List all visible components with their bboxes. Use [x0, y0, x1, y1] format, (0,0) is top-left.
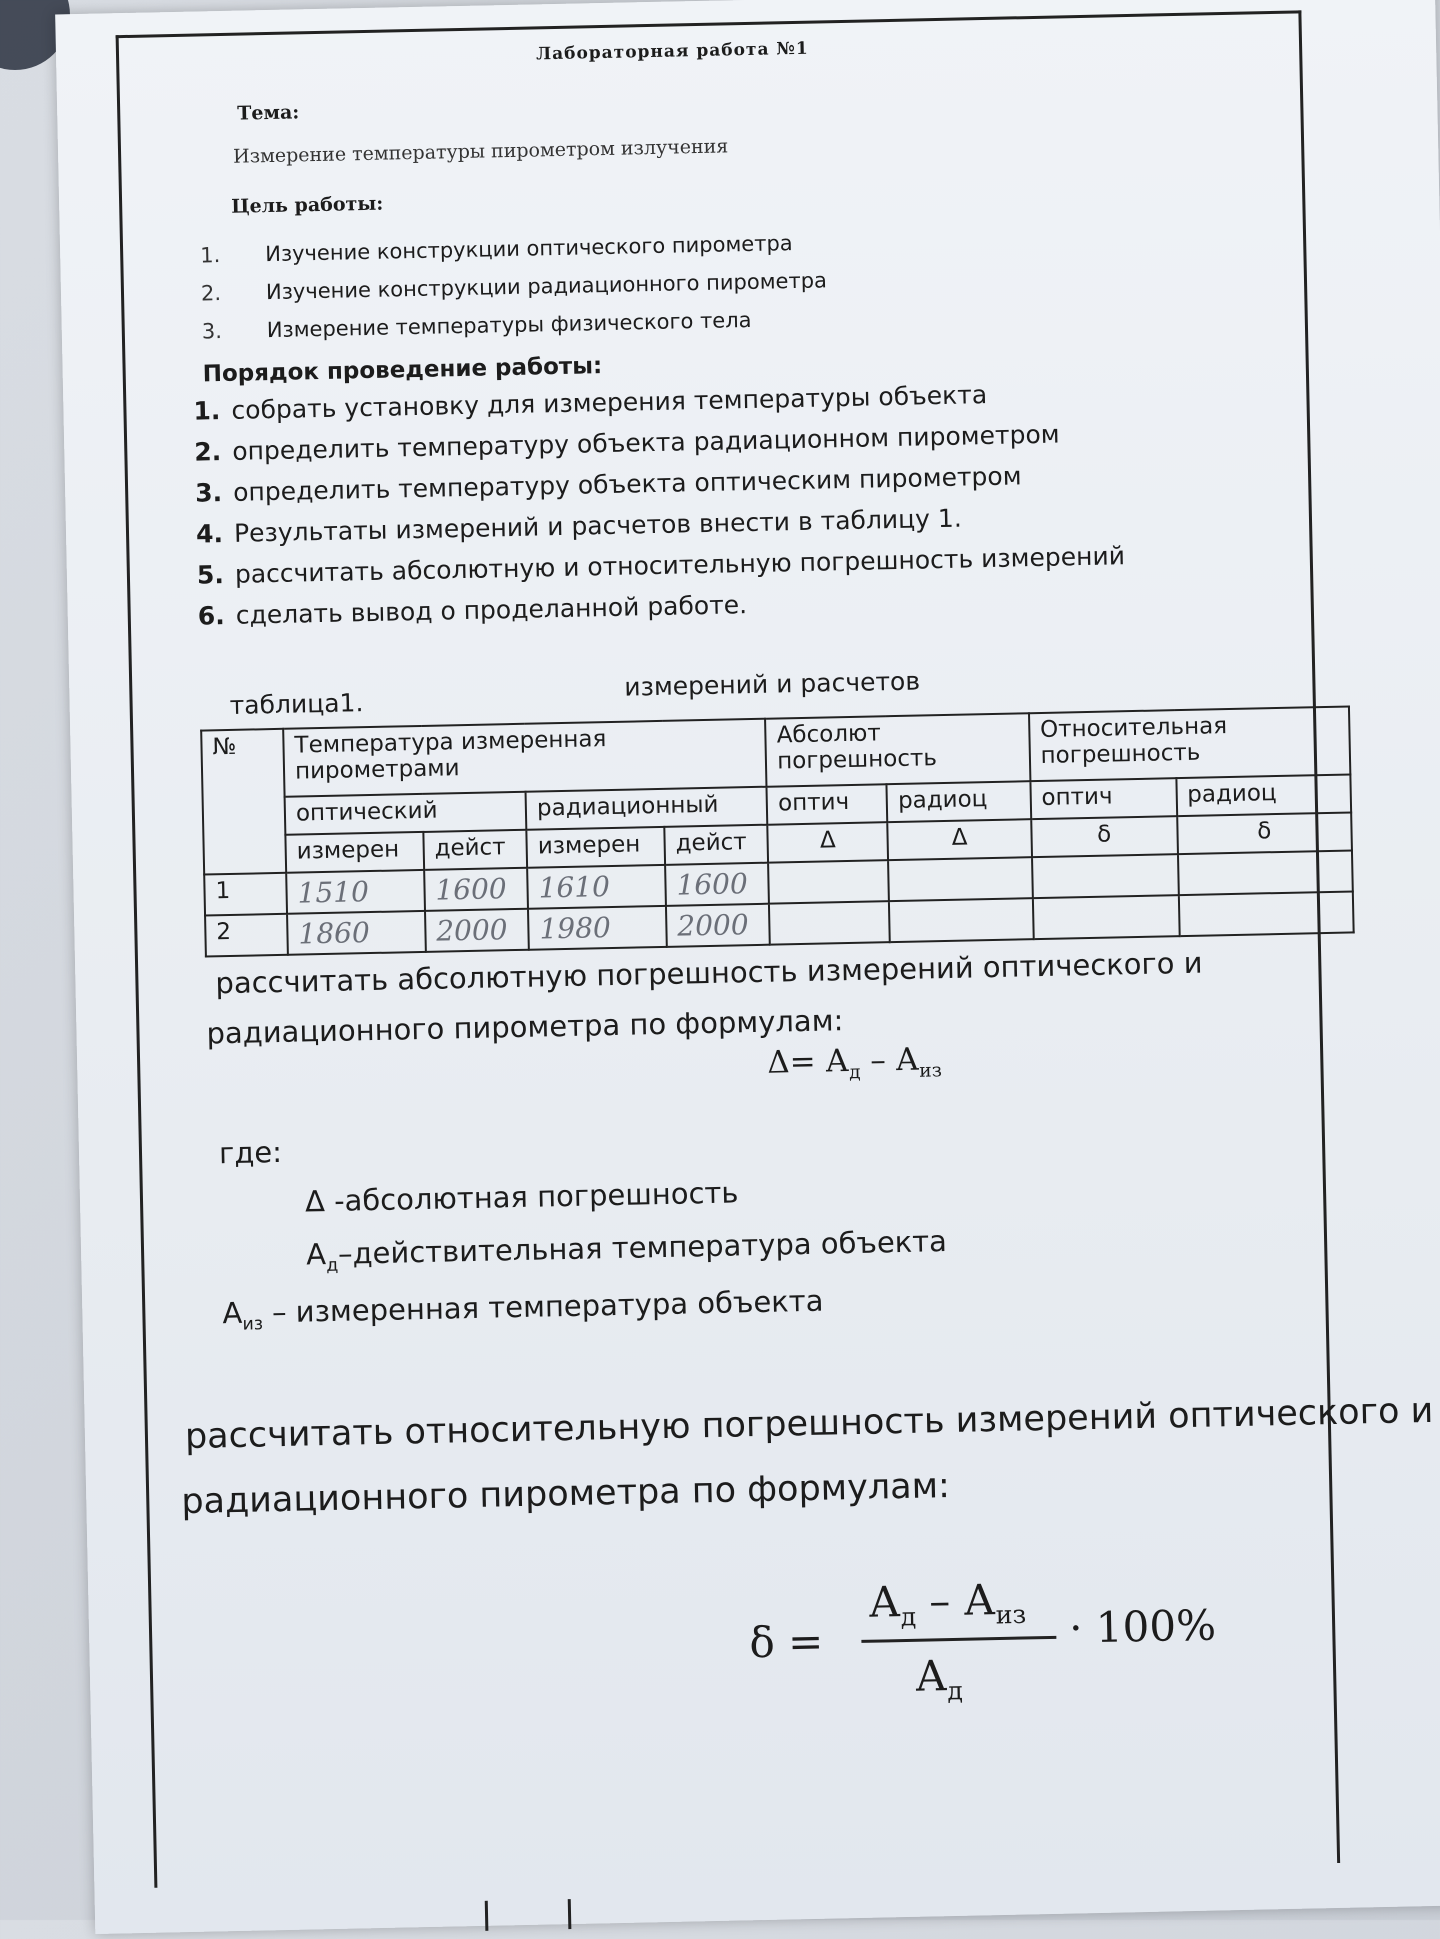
opt-measured-cell: 1860: [287, 911, 426, 955]
topic-text: Измерение температуры пирометром излучения: [232, 135, 729, 168]
step-num: 2.: [194, 437, 222, 467]
empty-cell: [1032, 854, 1179, 898]
header-opt-measured: измерен: [285, 832, 424, 873]
rel-formula-numerator: [868, 1574, 1026, 1632]
empty-cell: [1178, 891, 1353, 936]
def-ad-main: А: [305, 1237, 327, 1272]
rel-formula-denominator: [915, 1651, 963, 1706]
num-sub-a: д: [900, 1602, 917, 1632]
header-abs-radioc: радиоц: [887, 781, 1031, 822]
header-rad-measured: измерен: [526, 827, 665, 868]
den-a: А: [914, 1651, 948, 1701]
formula-sub: д: [848, 1062, 861, 1084]
header-temperature: Температура измеренная пирометрами: [283, 719, 767, 797]
empty-cell: [769, 901, 890, 945]
opt-actual-cell: 1600: [424, 868, 528, 911]
def-ad-sub: д: [326, 1255, 339, 1276]
header-rel-optich: оптич: [1030, 778, 1177, 819]
empty-cell: [888, 857, 1032, 901]
rel-formula-lhs: δ =: [748, 1616, 824, 1668]
header-radiation: радиационный: [526, 787, 768, 830]
step-text: рассчитать абсолютную и относительную погрешность измерений: [234, 541, 1126, 589]
abs-formula: [767, 1041, 942, 1085]
lab-title: Лабораторная работа №1: [535, 38, 809, 65]
def-aiz-main: А: [222, 1295, 243, 1331]
step-num: 3.: [194, 478, 223, 508]
def-ad-text: –действительная температура объекта: [337, 1224, 948, 1271]
order-label: Порядок проведение работы:: [202, 353, 603, 388]
goal-num: 3.: [201, 319, 223, 344]
header-rel-delta-rad: δ: [1177, 812, 1352, 854]
rad-measured-cell: 1610: [527, 865, 666, 909]
rad-actual-cell: 2000: [666, 904, 770, 947]
header-abs-optich: оптич: [767, 784, 888, 825]
goal-text: Измерение температуры физического тела: [266, 307, 752, 343]
rel-formula-rhs: · 100%: [1068, 1600, 1217, 1653]
where-label: где:: [218, 1134, 283, 1171]
rad-actual-cell: 1600: [665, 863, 769, 906]
table-caption-right: измерений и расчетов: [624, 666, 921, 702]
num-a: А: [868, 1577, 901, 1627]
document-sheet: [55, 0, 1440, 1934]
opt-actual-cell: 2000: [425, 909, 529, 952]
header-abs-delta-opt: Δ: [768, 822, 889, 863]
abs-text-line2: радиационного пирометра по формулам:: [206, 1003, 844, 1051]
den-sub: д: [946, 1676, 964, 1706]
step-text: Результаты измерений и расчетов внести в таблицу 1.: [233, 503, 963, 548]
table-caption-left: таблица1.: [229, 688, 364, 720]
row-no: 1: [204, 873, 287, 916]
measurement-table: [200, 705, 1355, 957]
step-num: 4.: [195, 519, 224, 549]
goal-num: 1.: [199, 243, 221, 268]
header-abs-error: Абсолют погрешность: [765, 713, 1030, 787]
goal-label: Цель работы:: [230, 192, 384, 218]
rel-text-line1: рассчитать относительную погрешность измерений оптического и: [184, 1390, 1434, 1458]
goal-text: Изучение конструкции радиационного пирометра: [265, 268, 828, 305]
rel-text-line2: радиационного пирометра по формулам:: [180, 1466, 951, 1523]
rad-measured-cell: 1980: [528, 906, 667, 950]
step-text: определить температуру объекта оптическим пирометром: [232, 461, 1022, 507]
goal-text: Изучение конструкции оптического пирометра: [264, 231, 793, 267]
header-abs-delta-rad: Δ: [887, 819, 1031, 860]
num-sub-b: из: [995, 1599, 1027, 1630]
steps-list: [193, 377, 1126, 642]
step-num: 5.: [196, 560, 225, 590]
page-bottom-marks: [485, 1899, 572, 1931]
def-aiz-text: – измеренная температура объекта: [262, 1283, 824, 1330]
empty-cell: [1033, 895, 1180, 939]
step-text: определить температуру объекта радиационном пирометром: [232, 419, 1060, 466]
num-minus: – А: [915, 1575, 996, 1626]
header-rel-error: Относительная погрешность: [1029, 707, 1351, 782]
abs-text-line1: рассчитать абсолютную погрешность измерений оптического и: [215, 945, 1203, 1001]
header-opt-actual: дейст: [423, 830, 527, 870]
empty-cell: [768, 860, 889, 904]
step-text: собрать установку для измерения температуры объекта: [231, 380, 988, 425]
step-text: сделать вывод о проделанной работе.: [235, 590, 748, 630]
def-delta: Δ -абсолютная погрешность: [304, 1175, 739, 1219]
header-rel-delta-opt: δ: [1031, 816, 1178, 857]
step-num: 6.: [197, 601, 225, 631]
formula-mid: – А: [860, 1041, 920, 1079]
formula-sub: из: [919, 1060, 943, 1082]
def-aiz-sub: из: [242, 1314, 264, 1335]
goal-list: [200, 230, 828, 357]
row-no: 2: [205, 914, 288, 957]
step-num: 1.: [193, 396, 221, 426]
goal-num: 2.: [200, 281, 222, 306]
header-rel-radioc: радиоц: [1176, 774, 1351, 816]
empty-cell: [889, 898, 1033, 942]
opt-measured-cell: 1510: [286, 870, 425, 914]
header-rad-actual: дейст: [664, 825, 768, 865]
header-optical: оптический: [285, 792, 527, 835]
formula-lhs: Δ= А: [766, 1043, 850, 1081]
header-no: №: [201, 729, 286, 875]
empty-cell: [1178, 850, 1353, 895]
topic-label: Тема:: [237, 101, 300, 125]
